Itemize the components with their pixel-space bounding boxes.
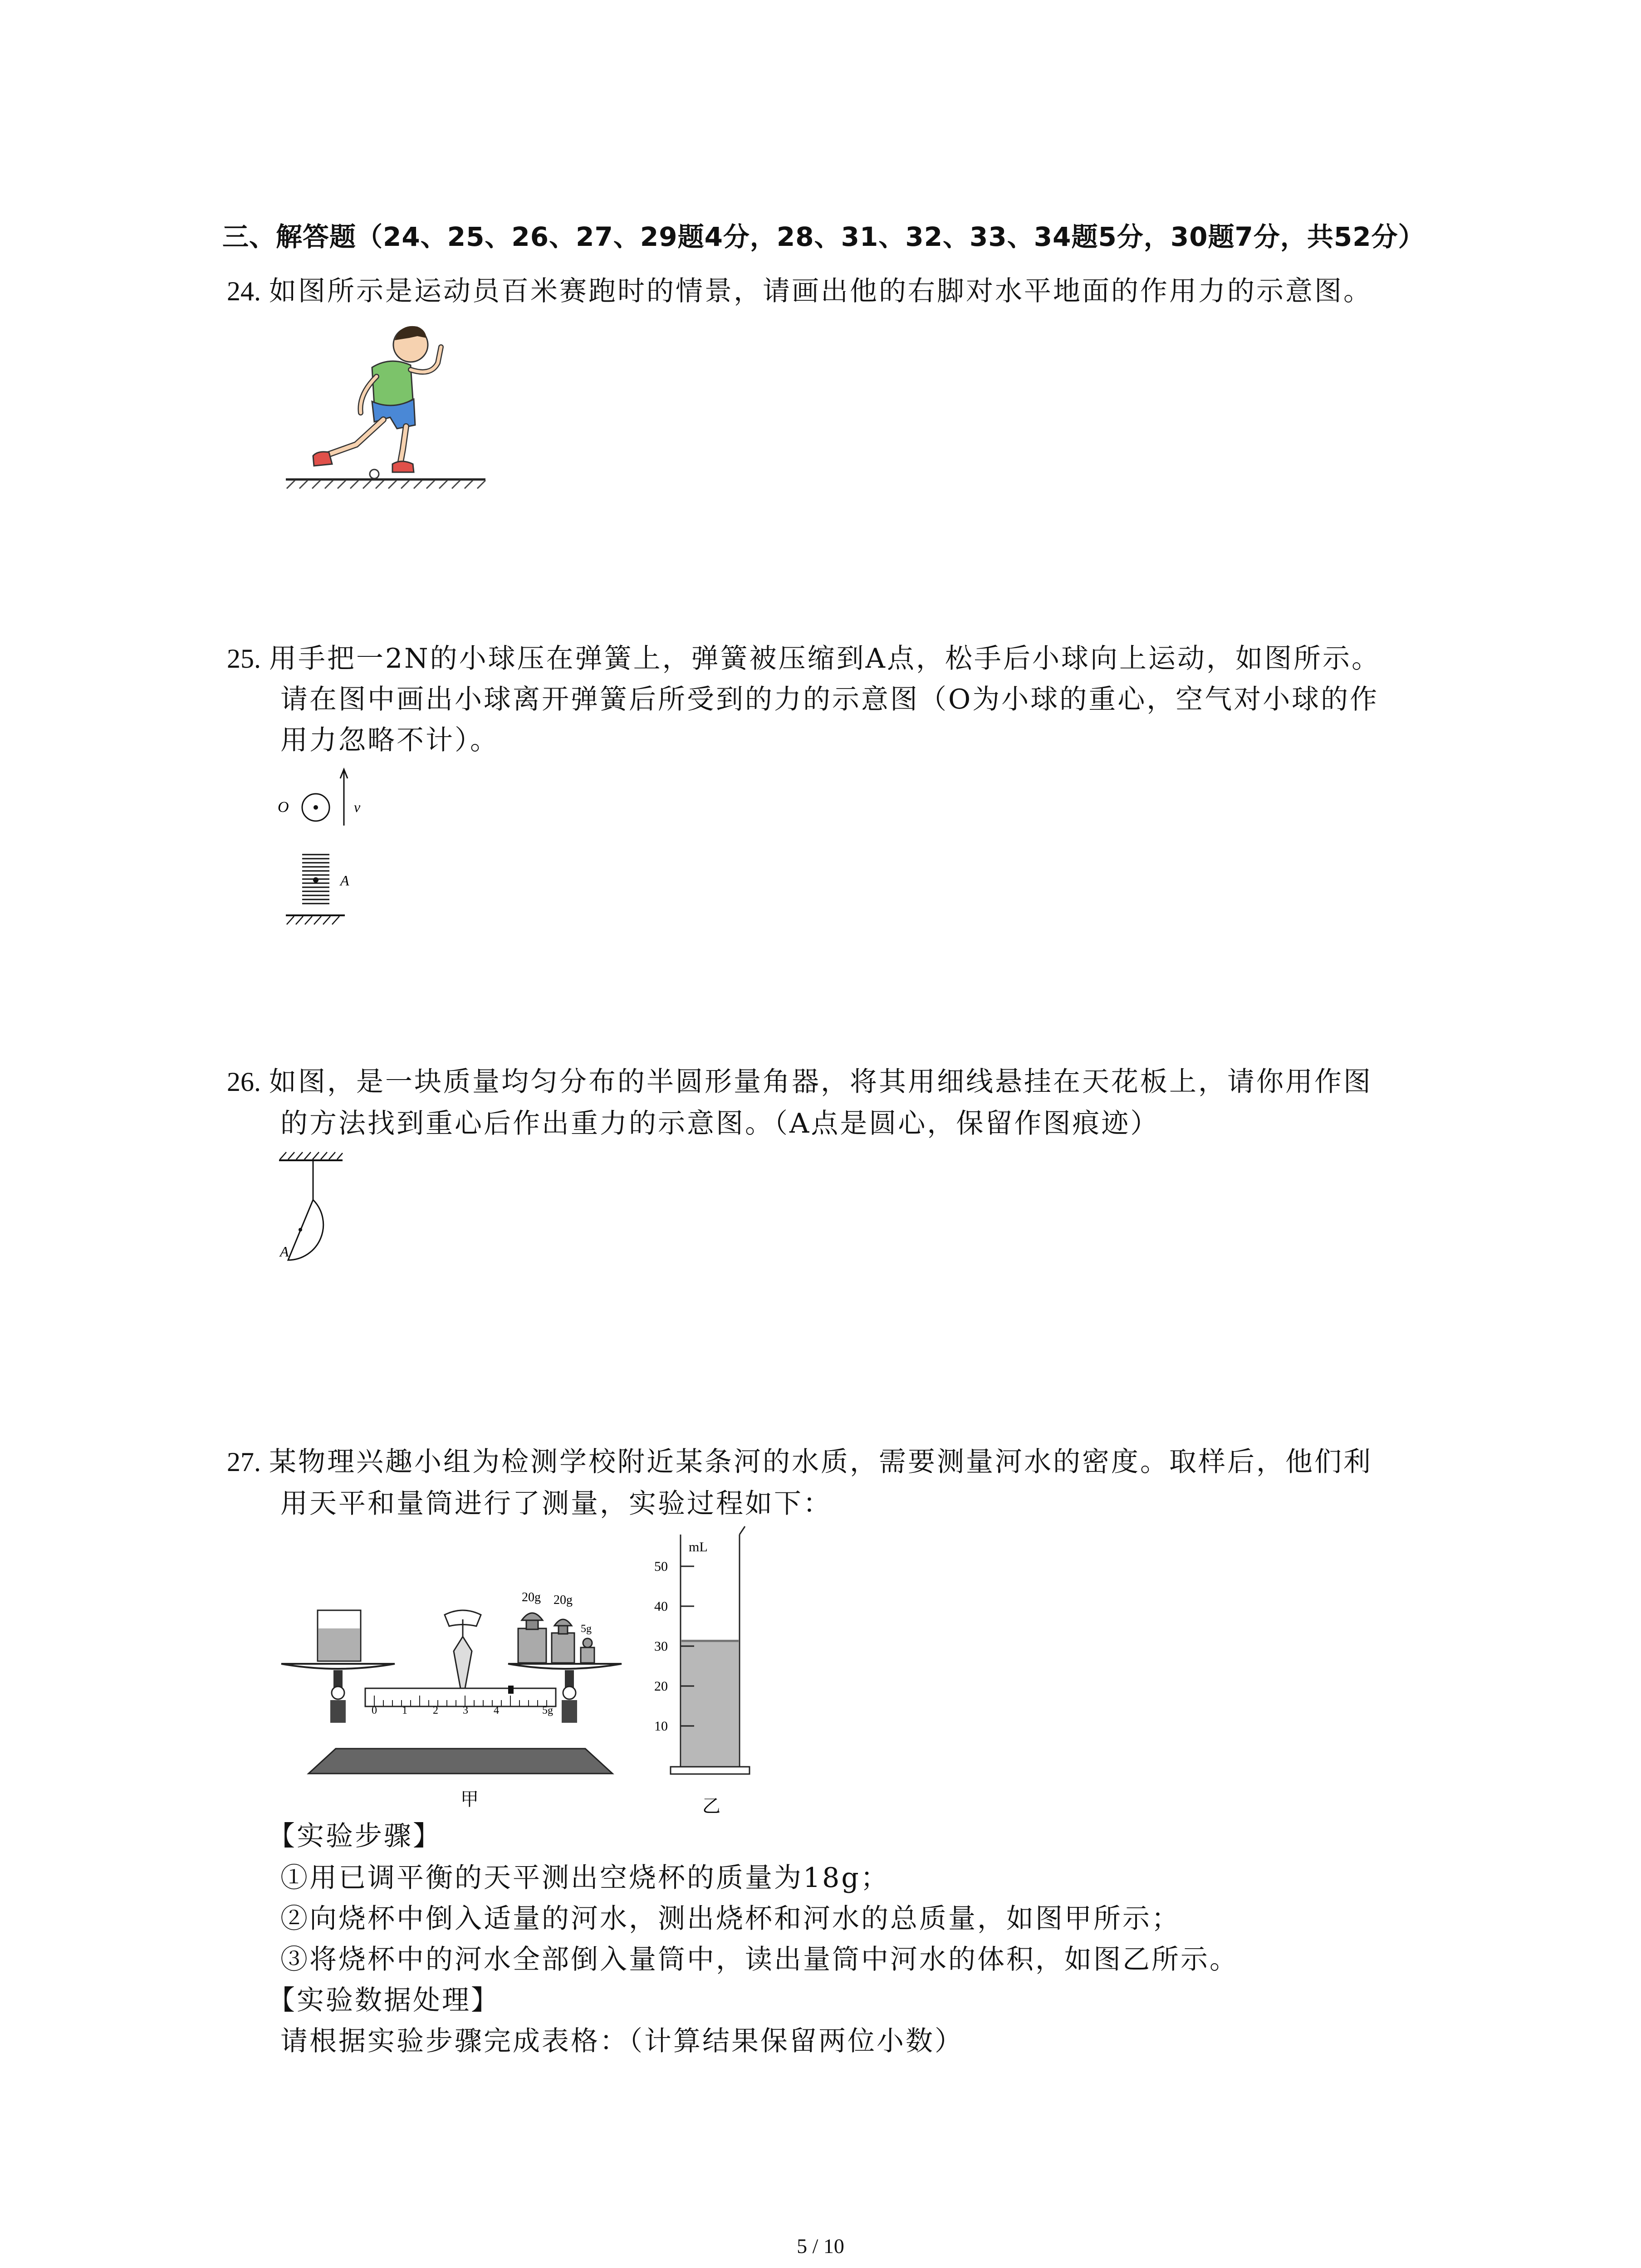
scale-tick: 4 bbox=[494, 1705, 499, 1716]
protractor-figure bbox=[274, 1148, 392, 1306]
weight-label: 5g bbox=[581, 1623, 592, 1635]
question-26-line-2: 的方法找到重心后作出重力的示意图。（A点是圆心，保留作图痕迹） bbox=[280, 1108, 1160, 1139]
cylinder-tick: 10 bbox=[654, 1719, 668, 1734]
water-column bbox=[681, 1642, 739, 1767]
weights bbox=[518, 1613, 594, 1663]
cylinder-ticks bbox=[654, 1559, 668, 1734]
question-number: 24. bbox=[227, 276, 261, 306]
section-title: 三、解答题（24、25、26、27、29题4分，28、31、32、33、34题5分，30题7分，共52分） bbox=[222, 221, 1425, 252]
balance-beam bbox=[365, 1688, 556, 1706]
runner-figure bbox=[281, 320, 499, 501]
cylinder-figure bbox=[649, 1526, 771, 1826]
data-heading: 【实验数据处理】 bbox=[268, 1984, 500, 2016]
scale-tick: 1 bbox=[402, 1705, 407, 1716]
question-number: 27. bbox=[227, 1447, 261, 1477]
question-25-line-2: 请在图中画出小球离开弹簧后所受到的力的示意图（O为小球的重心，空气对小球的作 bbox=[280, 684, 1379, 715]
cylinder-tick: 20 bbox=[654, 1679, 668, 1694]
step-2: ②向烧杯中倒入适量的河水，测出烧杯和河水的总质量，如图甲所示； bbox=[280, 1903, 1181, 1935]
question-26-line-1 bbox=[227, 1064, 1372, 1100]
scale-tick: 3 bbox=[463, 1705, 468, 1716]
question-27-line-1 bbox=[227, 1444, 1372, 1480]
page-number: 5 / 10 bbox=[797, 2234, 844, 2258]
velocity-label: v bbox=[354, 799, 361, 815]
cylinder-tick: 30 bbox=[654, 1639, 668, 1654]
point-a-label: A bbox=[340, 872, 349, 889]
rider bbox=[508, 1686, 514, 1694]
question-text: 某物理兴趣小组为检测学校附近某条河的水质，需要测量河水的密度。取样后，他们利 bbox=[269, 1446, 1372, 1478]
weight-label: 20g bbox=[522, 1590, 541, 1604]
figure-caption-jia: 甲 bbox=[460, 1789, 479, 1809]
cylinder-tick: 40 bbox=[654, 1599, 668, 1614]
question-27-line-2: 用天平和量筒进行了测量，实验过程如下： bbox=[280, 1488, 832, 1520]
center-label-o: O bbox=[278, 799, 289, 816]
weight-label: 20g bbox=[554, 1593, 573, 1607]
semicircle-protractor bbox=[288, 1200, 323, 1260]
question-25-line-3: 用力忽略不计）。 bbox=[280, 724, 499, 756]
center-label-a: A bbox=[280, 1243, 289, 1260]
cylinder-unit: mL bbox=[689, 1540, 708, 1554]
question-24 bbox=[227, 273, 1372, 309]
question-number: 26. bbox=[227, 1067, 261, 1097]
ball-spring-figure bbox=[272, 767, 390, 934]
question-text: 用手把一2N的小球压在弹簧上，弹簧被压缩到A点，松手后小球向上运动，如图所示。 bbox=[269, 643, 1381, 675]
steps-heading: 【实验步骤】 bbox=[268, 1820, 442, 1852]
question-25-line-1 bbox=[227, 640, 1381, 677]
question-text: 如图所示是运动员百米赛跑时的情景，请画出他的右脚对水平地面的作用力的示意图。 bbox=[269, 275, 1372, 307]
step-3: ③将烧杯中的河水全部倒入量筒中，读出量筒中河水的体积，如图乙所示。 bbox=[280, 1944, 1239, 1975]
scale-tick: 0 bbox=[372, 1705, 377, 1716]
data-instruction: 请根据实验步骤完成表格：（计算结果保留两位小数） bbox=[280, 2025, 964, 2057]
question-number: 25. bbox=[227, 644, 261, 674]
balance-figure bbox=[281, 1583, 640, 1828]
scale-tick: 5g bbox=[542, 1705, 553, 1716]
cylinder-tick: 50 bbox=[654, 1559, 668, 1574]
step-1: ①用已调平衡的天平测出空烧杯的质量为18g； bbox=[280, 1862, 890, 1894]
question-text: 如图，是一块质量均匀分布的半圆形量角器，将其用细线悬挂在天花板上，请你用作图 bbox=[269, 1066, 1372, 1098]
figure-caption-yi: 乙 bbox=[702, 1796, 720, 1816]
scale-tick: 2 bbox=[433, 1705, 438, 1716]
